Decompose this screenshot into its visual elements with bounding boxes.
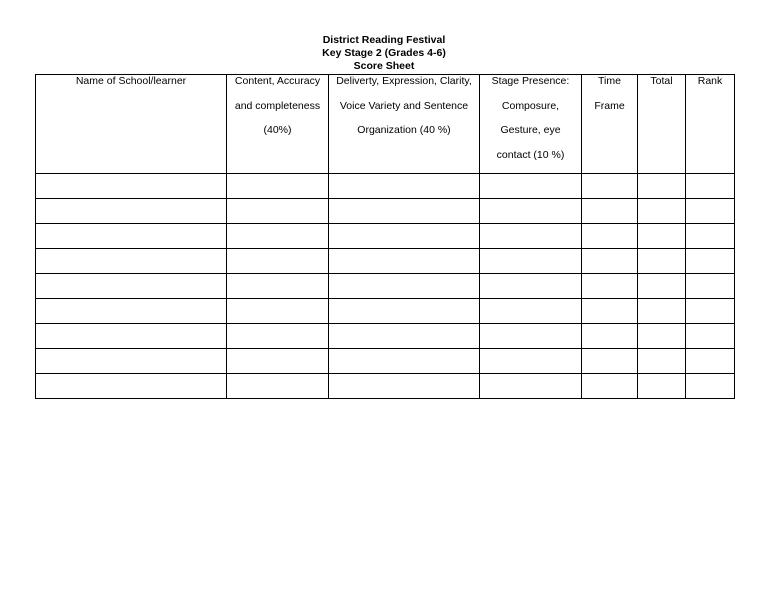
column-header-time-frame: Time Frame (582, 75, 638, 174)
score-cell[interactable] (582, 374, 638, 399)
score-cell[interactable] (582, 199, 638, 224)
score-cell[interactable] (686, 199, 735, 224)
score-cell[interactable] (582, 349, 638, 374)
score-table (35, 74, 735, 399)
score-cell[interactable] (480, 349, 582, 374)
score-cell[interactable] (480, 299, 582, 324)
score-cell[interactable] (686, 349, 735, 374)
score-cell[interactable] (36, 349, 227, 374)
score-cell[interactable] (36, 174, 227, 199)
title-block (0, 34, 768, 73)
score-cell[interactable] (638, 224, 686, 249)
table-row (36, 374, 735, 399)
score-cell[interactable] (638, 324, 686, 349)
score-cell[interactable] (227, 349, 329, 374)
score-cell[interactable] (686, 249, 735, 274)
score-cell[interactable] (582, 174, 638, 199)
table-row (36, 224, 735, 249)
score-cell[interactable] (36, 324, 227, 349)
score-cell[interactable] (638, 349, 686, 374)
score-cell[interactable] (227, 174, 329, 199)
table-row (36, 299, 735, 324)
column-header-content: Content, Accuracy and completeness (40%) (227, 75, 329, 174)
score-cell[interactable] (686, 374, 735, 399)
score-cell[interactable] (36, 224, 227, 249)
score-cell[interactable] (480, 374, 582, 399)
table-row (36, 324, 735, 349)
column-header-delivery: Deliverty, Expression, Clarity, Voice Variety and Sentence Organization (40 %) (329, 75, 480, 174)
score-cell[interactable] (638, 249, 686, 274)
score-cell[interactable] (329, 174, 480, 199)
table-row (36, 349, 735, 374)
score-cell[interactable] (582, 249, 638, 274)
score-cell[interactable] (329, 274, 480, 299)
document-subtitle: Key Stage 2 (Grades 4-6) (322, 47, 446, 59)
table-row (36, 199, 735, 224)
score-cell[interactable] (480, 274, 582, 299)
score-cell[interactable] (227, 249, 329, 274)
column-header-name: Name of School/learner (36, 75, 227, 174)
score-table-body (36, 174, 735, 399)
score-cell[interactable] (582, 299, 638, 324)
score-cell[interactable] (227, 199, 329, 224)
header-row (36, 75, 735, 174)
score-cell[interactable] (227, 224, 329, 249)
score-cell[interactable] (638, 374, 686, 399)
score-cell[interactable] (638, 174, 686, 199)
score-cell[interactable] (329, 374, 480, 399)
table-row (36, 249, 735, 274)
score-cell[interactable] (36, 199, 227, 224)
table-row (36, 274, 735, 299)
table-row (36, 174, 735, 199)
score-cell[interactable] (582, 274, 638, 299)
score-cell[interactable] (329, 224, 480, 249)
column-header-rank: Rank (686, 75, 735, 174)
score-cell[interactable] (582, 324, 638, 349)
score-cell[interactable] (480, 199, 582, 224)
column-header-total: Total (638, 75, 686, 174)
score-cell[interactable] (480, 224, 582, 249)
score-cell[interactable] (227, 274, 329, 299)
score-cell[interactable] (227, 324, 329, 349)
score-cell[interactable] (686, 299, 735, 324)
score-cell[interactable] (638, 274, 686, 299)
score-cell[interactable] (329, 249, 480, 274)
score-cell[interactable] (686, 324, 735, 349)
score-cell[interactable] (480, 174, 582, 199)
score-cell[interactable] (582, 224, 638, 249)
column-header-stage-presence: Stage Presence: Composure, Gesture, eye contact (10 %) (480, 75, 582, 174)
score-cell[interactable] (686, 274, 735, 299)
sheet-name: Score Sheet (353, 60, 415, 72)
score-cell[interactable] (36, 374, 227, 399)
score-cell[interactable] (329, 324, 480, 349)
score-cell[interactable] (638, 199, 686, 224)
score-cell[interactable] (329, 199, 480, 224)
score-cell[interactable] (686, 224, 735, 249)
score-cell[interactable] (329, 349, 480, 374)
score-cell[interactable] (480, 324, 582, 349)
score-cell[interactable] (36, 249, 227, 274)
score-cell[interactable] (36, 274, 227, 299)
score-cell[interactable] (36, 299, 227, 324)
document-title: District Reading Festival (322, 34, 446, 46)
score-cell[interactable] (686, 174, 735, 199)
score-cell[interactable] (638, 299, 686, 324)
score-cell[interactable] (227, 374, 329, 399)
score-cell[interactable] (329, 299, 480, 324)
score-cell[interactable] (227, 299, 329, 324)
score-cell[interactable] (480, 249, 582, 274)
